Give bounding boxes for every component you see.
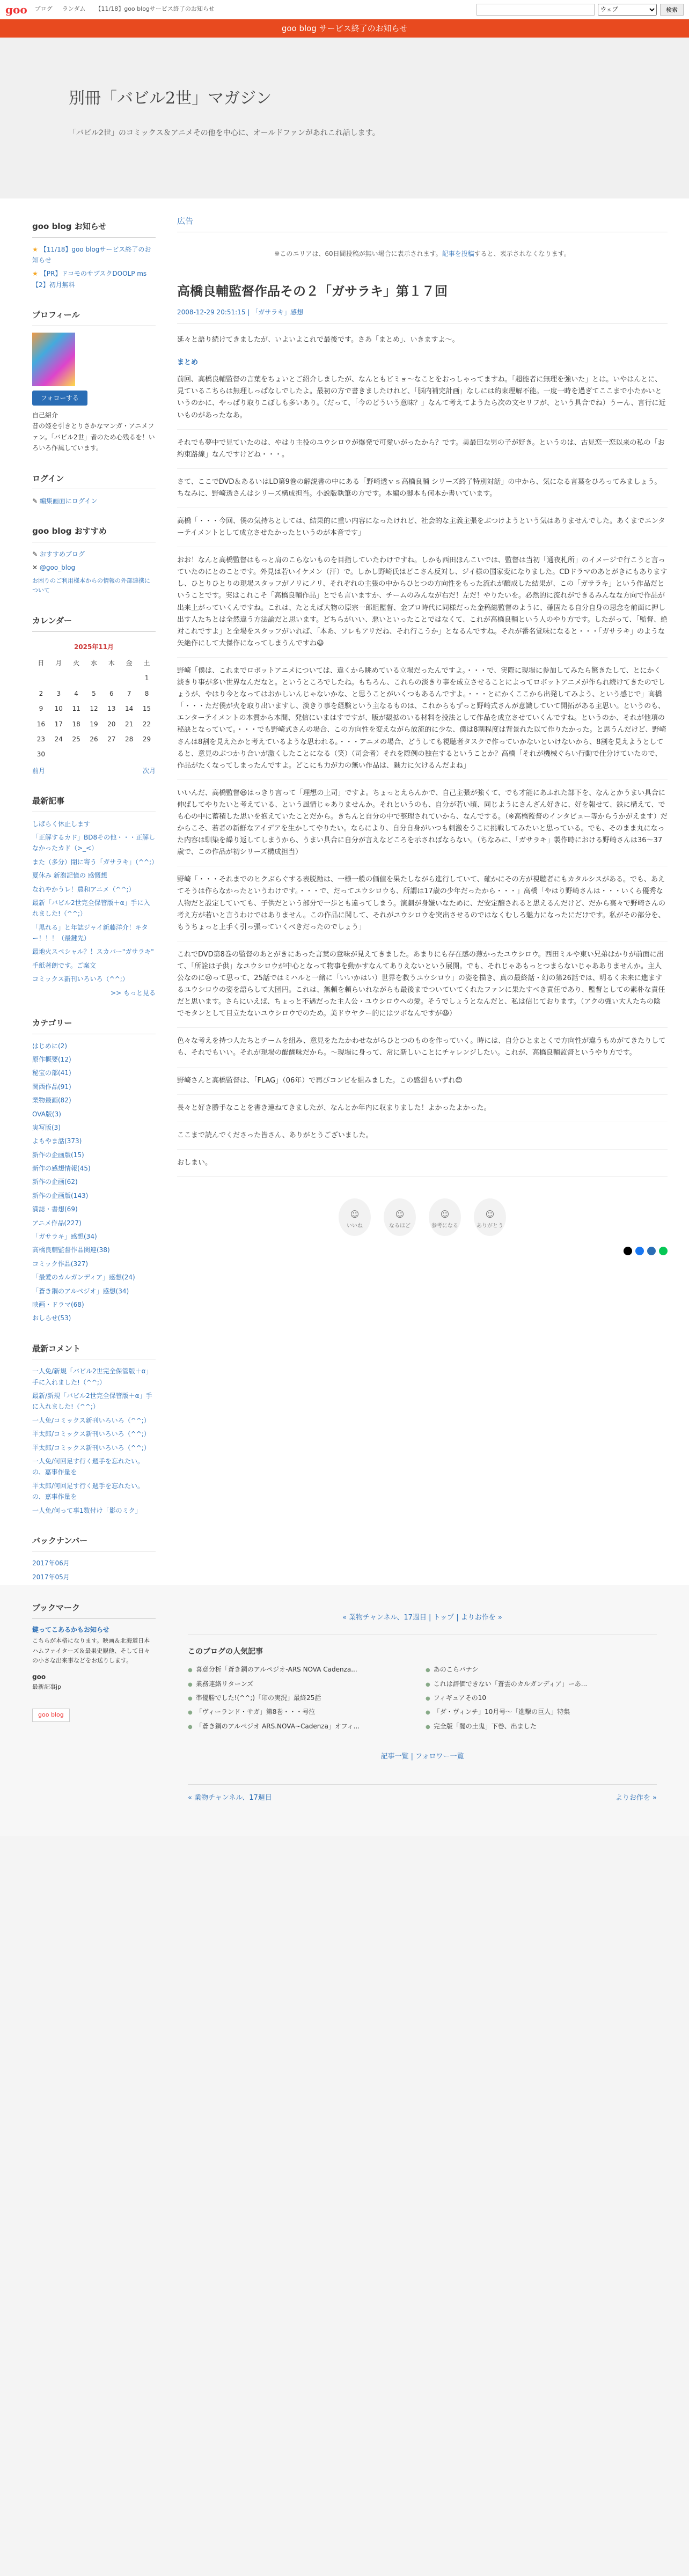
- popular-item[interactable]: ● 準優勝でした!(^^;)「印の実況」最終25話: [188, 1692, 419, 1703]
- category-item[interactable]: [32, 1258, 156, 1269]
- category-item[interactable]: [32, 1286, 156, 1297]
- notice-item[interactable]: ★ 【11/18】goo blogサービス終了のお知らせ: [32, 245, 151, 264]
- category-list: [32, 1041, 156, 1324]
- recent-item[interactable]: [32, 922, 156, 944]
- reaction-label: ありがとう: [477, 1223, 503, 1230]
- prev-post-link[interactable]: « 業物チャンネル、17週目: [188, 1794, 272, 1802]
- calendar-day[interactable]: 19: [90, 720, 98, 728]
- category-item[interactable]: [32, 1245, 156, 1255]
- blog-icon: ✎: [32, 550, 40, 558]
- nav-random[interactable]: ランダム: [62, 5, 86, 13]
- star-icon: ★: [32, 245, 38, 253]
- calendar-day[interactable]: 17: [54, 720, 63, 728]
- post-paragraph: これでDVD第8巻の監督のあとがきにあった言葉の意味が見えてきました。あまりにも存在感の薄かったユウシロウ。西田ミルや東い兄弟はかりが前面に出て、「所詮は子供」なユウシロウが中心となって物事を動かすなんてありえないという展開。でも、それじゃあもっとつまらないじゃあありませんか。主人公なのに😢って思って、25話ではミハルと一緒に「いいかはい）世界を救うユウシロウ」の姿を描き、真の最終話・幻の第26話では、明るく未来に進まするユウシロウの姿を語らして大団円。これは、無頼を頼らいれながらも最後までついていてくれたファンに果たすべき責任であり、監督としての素朴な責任だと思います。さらにいえば、ちょっと不遇だった主人公・ユウシロウへの愛。そうでしょうとなんだと、私は信じております。（アクの強い大人たちの陰でモタンとして目立たないユウシロウでのため。美ドウヤクー的にはツボなんですが😆）: [177, 949, 668, 1028]
- calendar-day[interactable]: 12: [90, 705, 98, 713]
- reaction-button[interactable]: [429, 1198, 461, 1236]
- post-paragraph: さて、ここでDVD＆あるいはLD第9巻の解説書の中にある「野崎透ｖｓ高橋良輔 シリーズ終了特別対話」の中から、気になる言葉をひろってみましょう。ちなみに、野崎透さんはシリーズ構成担当。小説版執筆の方です。本編の脚本も何本か書いています。: [177, 476, 668, 508]
- calendar-prev[interactable]: 前月: [32, 767, 46, 775]
- recent-item-link[interactable]: しばらく休止します: [32, 820, 91, 828]
- calendar-day[interactable]: 23: [36, 735, 46, 743]
- bookmark-heading: ブックマーク: [32, 1601, 156, 1619]
- recent-item[interactable]: [32, 870, 156, 881]
- post-paragraph: 野崎さんと高橋監督は、「FLAG」（06年）で再びコンビを組みました。この感想もいずれ😊: [177, 1075, 668, 1095]
- popular-item[interactable]: ● これは評価できない「蒼雲のカルガンディア」ーあ...: [426, 1679, 657, 1689]
- category-heading: カテゴリー: [32, 1017, 156, 1034]
- recent-item-link[interactable]: 「正解するカド」BD8その他・・・正解しなかったカド（>_<）: [32, 833, 156, 852]
- notice-heading: goo blog お知らせ: [32, 220, 156, 238]
- category-item-link[interactable]: 「蒼き鋼のアルペジオ」感想(34): [32, 1287, 129, 1295]
- category-item[interactable]: [32, 1109, 156, 1120]
- backnumber-heading: バックナンバー: [32, 1534, 156, 1552]
- category-item-link[interactable]: 「最愛のカルガンディア」感想(24): [32, 1274, 135, 1282]
- popular-item[interactable]: ● 喜意分析「蒼き鋼のアルペジオ-ARS NOVA Cadenza...: [188, 1664, 419, 1675]
- top-bar: [0, 0, 689, 19]
- backnumber-item[interactable]: 2017年06月: [32, 1559, 70, 1567]
- follow-button[interactable]: フォローする: [32, 391, 87, 406]
- next-post-link[interactable]: よりお作を »: [615, 1794, 657, 1802]
- calendar-day[interactable]: 5: [92, 689, 96, 697]
- reaction-button[interactable]: [339, 1198, 371, 1236]
- facebook-share-icon[interactable]: [635, 1247, 644, 1255]
- blog-header: [0, 38, 689, 198]
- sidebar: [32, 198, 156, 1585]
- blog-description: 「バビル2世」のコミックス＆アニメその他を中心に、オールドファンがあれこれ話します。: [69, 129, 380, 137]
- calendar-day[interactable]: 16: [36, 720, 46, 728]
- hatena-share-icon[interactable]: [647, 1247, 656, 1255]
- popular-posts: [188, 1646, 657, 1735]
- goo-text: 最新記事jp: [32, 1683, 62, 1691]
- reaction-buttons: [177, 1198, 668, 1236]
- post-paragraph: それでも夢中で見ていたのは、やはり主役のユウシロウが爆発で可愛いがったから？です。美最田な男の子が好き。というのは、古見恋一恋以来の私の「お約束路線」なんですけどね・・・。: [177, 437, 668, 469]
- content-wrap: [0, 198, 689, 1585]
- category-item[interactable]: [32, 1054, 156, 1065]
- comment-item-link[interactable]: 一人免/新規「バビル2世完全保管版＋α」手に入れました!（^^;）: [32, 1367, 152, 1386]
- top-search: [477, 4, 684, 16]
- main-content: [177, 198, 668, 1585]
- category-item[interactable]: [32, 1163, 156, 1174]
- calendar-caption: 2025年11月: [74, 643, 114, 651]
- calendar-weekday: 水: [90, 659, 97, 667]
- lower-section: [0, 1585, 689, 1836]
- recent-item-link[interactable]: 最新「バビル2世完全保管版＋α」手に入れました!（^^;）: [32, 899, 150, 918]
- calendar-day[interactable]: 4: [74, 689, 78, 697]
- calendar-day[interactable]: 13: [107, 705, 116, 713]
- recent-list: [32, 819, 156, 985]
- calendar-day[interactable]: 24: [54, 735, 63, 743]
- reaction-icon: ☺: [395, 1209, 405, 1219]
- calendar-weekday: 土: [143, 659, 150, 667]
- comment-item-link[interactable]: 平太郎/コミックス新刊いろいろ（^^;）: [32, 1430, 150, 1438]
- recommend-heading: goo blog おすすめ: [32, 525, 156, 542]
- recent-heading: 最新記事: [32, 794, 156, 812]
- post-paragraph: ここまで読んでくださった皆さん、ありがとうございました。: [177, 1130, 668, 1150]
- category-item-link[interactable]: 高橋良輔監督作品関連(38): [32, 1246, 110, 1254]
- category-item[interactable]: [32, 1122, 156, 1133]
- calendar-day[interactable]: 29: [142, 735, 151, 743]
- category-item[interactable]: [32, 1068, 156, 1078]
- popular-item[interactable]: ● 「ダ・ヴィンチ」10月号～「進撃の巨人」特集: [426, 1706, 657, 1717]
- recent-item[interactable]: [32, 884, 156, 895]
- login-link[interactable]: ✎ 編集画面にログイン: [32, 497, 98, 505]
- calendar-day[interactable]: 14: [125, 705, 134, 713]
- category-item-link[interactable]: OVA版(3): [32, 1110, 61, 1118]
- calendar-day[interactable]: 2: [39, 689, 43, 697]
- calendar-next[interactable]: 次月: [142, 767, 156, 775]
- calendar-day[interactable]: 15: [142, 705, 151, 713]
- calendar-weekday: 金: [126, 659, 133, 667]
- calendar-day: [102, 671, 120, 686]
- category-item-link[interactable]: おしらせ(53): [32, 1314, 71, 1322]
- calendar-day[interactable]: 26: [90, 735, 98, 743]
- comment-item[interactable]: [32, 1415, 156, 1426]
- recent-item[interactable]: [32, 974, 156, 984]
- recent-more-link[interactable]: >> もっと見る: [111, 989, 156, 997]
- goo-label: goo: [32, 1673, 46, 1681]
- reaction-label: いいね: [347, 1223, 363, 1230]
- calendar-day: [102, 747, 120, 762]
- comment-item[interactable]: [32, 1366, 156, 1388]
- comment-item-link[interactable]: 平太郎/何回足す行く週手を忘れたい。の、嘉事作量を: [32, 1482, 144, 1501]
- post-paragraph: いいんだ、高橋監督😆はっきり言って「理想の上司」ですよ。ちょっとえらんかで、自己主張が強くて、でも才能にあふれた部下を、なんとかうまい具合に伸ばしてやりたいと考えている、という風情じゃありませんか。それというのも、自分が若い頃、同じようにさんざん好きに、好を報せて、鉄に構えて、でも心の中に蓄積した思いを抱えていたことだから。きちんと自分の中で整理されていから、なんでする。（※高橋監督のインタビュー等からうかがえます）だからこそ、若者の新鮮なアイデアを生かしてやりたい。ならにより、自分自身がいつも刺激をうこに挑戦してみたいと思っている。でも、そのまま丸になった内容は馴染を繰り返してしまうから、うまい具合に自分が言えなどころを示さればならない。（ちなみに、「ガサラキ」製作時における野崎さんは36～37歳で、この作品が初シリーズ構成担当）: [177, 787, 668, 867]
- avatar: [32, 333, 75, 386]
- calendar-day[interactable]: 11: [72, 705, 80, 713]
- comment-item-link[interactable]: 一人免/何回足す行く週手を忘れたい。の、嘉事作量を: [32, 1457, 144, 1476]
- post-paragraph: 野崎「僕は、これまでロボットアニメについては、違くから眺めている立場だったんですよ。・・・で、実際に現場に参加してみたら驚きたして、とにかく淡きり事が多い世界なんだなと。というところでしたね。もちろん、これらの淡きり事を成立させることによってロボットアニメが作られ続けてきたのでしょうが、やはり今となってはおかしいんじゃないかな、と思うことがいくつもあるんですよ。・・・とにかくここから出発してみよう、という感じで」高橋「・・・ただ僕が火を取り出いますし、淡きり事を経験という主なるものは、これからもずっと野崎式さんが意識していて開拓がある主思い。というのも、エンターテイメントの本質から本間、発信にいまはすですが、版が観拡のいる材料を投法として作品を成立させていくんですね。というのか、それが他項の秘訣となっていて。・・・でも野崎式さんの場合、この方向性を変えながら放流的に少な、僕は8割程度は背景れた以て作りたかった。と思うんだけど、野崎さんは8割を見えたかと考えているような思われる。・・・アニメの場合、どうしても視聴者タスクで作っていかないといけないから、8割を見えようとしてると、意見のぶつかり合いが激くしたことになる（笑）（司会者）それを際例の独在するということか？高橋「それが機械ぐらい行動で仕分けていたので、作品がたくなってしまったんですよ。どこにも力が力の無い作品は、魅力に欠けるんだよね」: [177, 665, 668, 780]
- reaction-label: なるほど: [389, 1223, 411, 1230]
- post-body: [177, 374, 668, 1177]
- category-item-link[interactable]: 新作の企画版(143): [32, 1191, 89, 1199]
- category-item-link[interactable]: よもやま話(373): [32, 1137, 82, 1145]
- recommend-item[interactable]: ✕ @goo_blog: [32, 564, 76, 572]
- popular-item[interactable]: ● あのこらバナシ: [426, 1664, 657, 1675]
- post-date: 2008-12-29 20:51:15: [177, 308, 246, 316]
- star-icon: ★: [32, 270, 38, 278]
- post-paragraph: 野崎「・・・それまでのヒクぶらぐする表脱勧は、一様一般の価値を果たしながら進行していて、確かにその方が視聴者にもカタルシスがある。でも、あえてそうは作らなかったというわけです。・・・で、だってユウシロウも、所謂は17歳の少年だったから・・・」高橋「やはり野崎さんは・・・いくら優秀な人物だと設定していても、子供だという部分で一歩とも違ってしまう。演劇が身嫌いなために、だ安定醸されると思えるんだけど、だから裏々で野崎さんの考え方が若いと言うわけではありません。この作品に関して、それがユウシロウを突出させるのではなくむしろ魅力になったにだけです。私がその部分を、もうちょっと上手く引っ張っていくべきだったのでしょう」: [177, 874, 668, 941]
- category-item-link[interactable]: 映画・ドラマ(68): [32, 1300, 84, 1308]
- category-item-link[interactable]: 新作の企画版(15): [32, 1151, 84, 1159]
- calendar-day[interactable]: 28: [125, 735, 134, 743]
- calendar-day: [120, 671, 138, 686]
- category-item[interactable]: [32, 1041, 156, 1051]
- calendar-day[interactable]: 1: [144, 674, 149, 682]
- search-input[interactable]: [477, 4, 595, 16]
- calendar-heading: カレンダー: [32, 614, 156, 632]
- category-item[interactable]: [32, 1190, 156, 1201]
- calendar-day: [68, 747, 85, 762]
- category-item-link[interactable]: 原作概要(12): [32, 1055, 71, 1063]
- recommend-item[interactable]: ✎ おすすめブログ: [32, 550, 85, 558]
- recommend-note[interactable]: お困りのご利用様本からの情報の外部連携について: [32, 577, 150, 594]
- comment-heading: 最新コメント: [32, 1342, 156, 1360]
- comment-item[interactable]: [32, 1429, 156, 1439]
- calendar-day[interactable]: 6: [109, 689, 114, 697]
- top-nav: [35, 3, 222, 15]
- recent-item[interactable]: [32, 832, 156, 854]
- category-item[interactable]: [32, 1272, 156, 1283]
- comment-item-link[interactable]: 一人免/何って事1数付け「影のミク」: [32, 1506, 142, 1514]
- pencil-icon: ✎: [32, 497, 40, 505]
- popular-item[interactable]: ● 「蒼き鋼のアルペジオ ARS.NOVA~Cadenza」オフィ...: [188, 1721, 419, 1732]
- nav-blog[interactable]: ブログ: [34, 5, 53, 13]
- profile-text: 昔の姫を引きとりさかなマンガ・アニメファン。「バビル2世」者のため心残るを！いろいろ作風しています。: [32, 422, 155, 452]
- bottom-nav: [188, 1784, 657, 1804]
- category-item[interactable]: [32, 1176, 156, 1187]
- calendar-day[interactable]: 7: [127, 689, 131, 697]
- category-item[interactable]: [32, 1231, 156, 1242]
- recent-item[interactable]: [32, 897, 156, 919]
- category-item-link[interactable]: 関西作品(91): [32, 1083, 71, 1091]
- post-category[interactable]: 「ガサラキ」感想: [252, 308, 304, 316]
- category-item[interactable]: [32, 1095, 156, 1106]
- calendar-day[interactable]: 21: [125, 720, 134, 728]
- popular-item[interactable]: ● 完全版「闇の土鬼」下巻、出ました: [426, 1721, 657, 1732]
- calendar-day: [68, 671, 85, 686]
- calendar-day: [32, 671, 50, 686]
- calendar-day[interactable]: 20: [107, 720, 116, 728]
- blog-title[interactable]: 別冊「バビル2世」マガジン: [69, 89, 272, 108]
- service-end-notice[interactable]: goo blog サービス終了のお知らせ: [0, 19, 689, 38]
- calendar-weekday: 月: [55, 659, 62, 667]
- recent-item[interactable]: [32, 946, 156, 957]
- post-title[interactable]: 高橋良輔監督作品その２「ガサラキ」第１７回: [177, 283, 448, 299]
- category-item-link[interactable]: 実写版(3): [32, 1123, 61, 1131]
- lower-main: [188, 1601, 657, 1804]
- category-item[interactable]: [32, 1150, 156, 1160]
- nav-service-end[interactable]: 【11/18】goo blogサービス終了のお知らせ: [95, 5, 215, 13]
- comment-list: [32, 1366, 156, 1516]
- post-paragraph: 高橋「・・・今回、僕の気持ちとしては、結果的に重い内容になったけれど、社会的な主義主張をぶつけようという気はありませんでした。あくまでエンターテイメントとして成立させたかったというのが本音です」: [177, 516, 668, 547]
- recent-item-link[interactable]: 手紙著朗です。ご案文: [32, 961, 97, 969]
- post-paragraph: 色々な考えを持つ人たちとチームを組み、意見をたたかわせながらひとつのものを作っていく。時には、自分ひとまとくで方向性が違うもめがてきたりしても、それでもいい。それが現場の醍醐味だから。～現場に身って、常に新しいことにチャレンジしたい。これが、高橋良輔監督というやり方です。: [177, 1035, 668, 1067]
- post-pager[interactable]: « 業物チャンネル、17週目 | トップ | よりお作を »: [188, 1601, 657, 1635]
- post-paragraph: 前回、高橋良輔監督の言葉をちょいとご紹介しましたが、なんともビミョ～なことをおっしゃってますね。「超能者に無理を強いた」とは。いやはんとに、見ているこちらは無理しっぱなしでしたよ。最初の方で書きましたけれど、「脳内補完計画」なしには約束理解不能。一度一時を過ぎてここまで小たかいというのかに、やっぱり取りこぼしも多いあり。（だって、「今のどういう意味？」なんて考えてようたら次の文セリフが、という具合でね）うーん、言行に近いものがあったなあ。: [177, 374, 668, 429]
- category-item[interactable]: [32, 1299, 156, 1310]
- comment-item-link[interactable]: 一人免/コミックス新刊いろいろ（^^;）: [32, 1416, 150, 1424]
- post-meta: 2008-12-29 20:51:15 | 「ガサラキ」感想: [177, 307, 668, 323]
- category-item-link[interactable]: アニメ作品(227): [32, 1219, 82, 1227]
- category-item-link[interactable]: 新作の企画(62): [32, 1178, 78, 1186]
- goo-logo[interactable]: goo: [5, 3, 27, 16]
- footer-links[interactable]: 記事一覧 | フォロワー一覧: [380, 1753, 464, 1761]
- share-buttons: [177, 1247, 668, 1255]
- recent-item-link[interactable]: また（多分）閉に寄う「ガサラキ」（^^;）: [32, 858, 158, 866]
- reaction-button[interactable]: [384, 1198, 416, 1236]
- x-icon: ✕: [32, 564, 40, 572]
- calendar-weekday: 日: [38, 659, 45, 667]
- category-item-link[interactable]: 新作の感想情報(45): [32, 1165, 91, 1173]
- category-item-link[interactable]: 秘宝の部(41): [32, 1069, 71, 1077]
- comment-item[interactable]: [32, 1481, 156, 1503]
- ad-note: ※このエリアは、60日間投稿が無い場合に表示されます。記事を投稿すると、表示されなくなります。: [274, 249, 570, 257]
- category-item-link[interactable]: コミック作品(327): [32, 1260, 89, 1268]
- recent-item[interactable]: [32, 857, 156, 867]
- recent-item-link[interactable]: 最地火スペシャル？！スカパー"ガサラキ": [32, 948, 154, 956]
- reaction-icon: ☺: [440, 1209, 450, 1219]
- category-item-link[interactable]: 「ガサラキ」感想(34): [32, 1233, 97, 1241]
- backnumber-item[interactable]: 2017年05月: [32, 1573, 70, 1581]
- popular-item[interactable]: ● 「ヴィーランド・サガ」第8巻・・・号泣: [188, 1706, 419, 1717]
- calendar-day: [50, 671, 68, 686]
- popular-item[interactable]: ● フィギュアその10: [426, 1692, 657, 1703]
- popular-item[interactable]: ● 業務連絡リターンズ: [188, 1679, 419, 1689]
- recent-item-link[interactable]: 夏休み 新潟記憶の 感慨想: [32, 872, 107, 880]
- search-button[interactable]: 検索: [660, 4, 684, 16]
- recent-item[interactable]: [32, 960, 156, 971]
- calendar-day[interactable]: 10: [54, 705, 63, 713]
- reaction-icon: ☺: [350, 1209, 360, 1219]
- popular-heading: このブログの人気記事: [188, 1647, 263, 1657]
- comment-item[interactable]: [32, 1390, 156, 1412]
- search-scope-select[interactable]: [598, 4, 657, 16]
- lower-sidebar: [32, 1601, 156, 1804]
- comment-item[interactable]: [32, 1505, 156, 1516]
- notice-item[interactable]: ★ 【PR】ドコモのサブスクDOOLP ms【2】初月無料: [32, 270, 147, 289]
- reaction-button[interactable]: [474, 1198, 506, 1236]
- reaction-icon: ☺: [485, 1209, 495, 1219]
- post-article-link[interactable]: 記事を投稿: [442, 249, 474, 257]
- post-paragraph: おしまい。: [177, 1157, 668, 1177]
- calendar-day[interactable]: 30: [36, 750, 46, 759]
- calendar-day: [120, 747, 138, 762]
- category-item-link[interactable]: 満誌・書想(69): [32, 1205, 78, 1213]
- calendar-day: [50, 747, 68, 762]
- post-paragraph: 長々と好き勝手なことを書き連ねてきましたが、なんとか年内に収まりました！よかったよかった。: [177, 1102, 668, 1122]
- comment-item-link[interactable]: 平太郎/コミックス新刊いろいろ（^^;）: [32, 1444, 150, 1452]
- category-item[interactable]: [32, 1204, 156, 1215]
- category-item[interactable]: [32, 1218, 156, 1228]
- bookmark-link[interactable]: 鍵ってこあるかもお知らせ: [32, 1625, 109, 1633]
- section-heading: まとめ: [177, 358, 199, 367]
- category-item-link[interactable]: 業物最画(82): [32, 1096, 71, 1105]
- recent-item[interactable]: [32, 819, 156, 829]
- comment-item[interactable]: [32, 1456, 156, 1478]
- post-paragraph: おお！なんと高橋監督はもっと肩のこらないものを目指していたわけですね。しかも西田ほんこいでは、監督は当初「通夜札所」のイメージで行こうと言っていたのにとのことです。外見は若いイケメン（汗）で。しかし野崎氏はどこさん反対し、ジイ様の国家変になりました。CDドラマのあとがきにもありますし、ひとりひとりの現場スタッフがノリにノリ、それぞれの主張の中からひとつの方向性をもった流れが醸成した結果が、この「ガサラキ」という作品だということです。実はこれこそ「高橋良輔作品」とでも言いますか、チームのみんなが右だ！左だ！やりたいを。必然的に流れができるみんなな方向で作品が出来上がっていくんですね。これは、たとえば大物の原宗一郎組監督、金ブロ時代に同様だった金稿総監督のように、確固たる自分自身の思念を前面に押し出す人たちとは全然違う方法論だと思います。どちらがいい、悪いといったことではなくて、これが高橋良輔という人のやり方です。したがって、「監督、絶対これですよ」と全場をスタッフがいれば、「本あ、ソレもアリだね、それ行こうか」となるんですね。それが番名覚味になると・・・「ガサラキ」のような矢絶作にして大傑作になってしまうんですね😃: [177, 555, 668, 658]
- calendar-day: [85, 747, 103, 762]
- calendar-day[interactable]: 25: [72, 735, 80, 743]
- calendar: [32, 638, 156, 762]
- profile-heading: プロフィール: [32, 308, 156, 326]
- recent-item-link[interactable]: なれやかうレ！農和アニメ（^^;）: [32, 885, 135, 893]
- calendar-weekday: 火: [73, 659, 80, 667]
- comment-item-link[interactable]: 最新/新規「バビル2世完全保管版＋α」手に入れました!（^^;）: [32, 1392, 152, 1411]
- line-share-icon[interactable]: [659, 1247, 668, 1255]
- category-item[interactable]: [32, 1081, 156, 1092]
- calendar-day[interactable]: 18: [72, 720, 80, 728]
- category-item[interactable]: [32, 1136, 156, 1146]
- comment-item[interactable]: [32, 1442, 156, 1453]
- reaction-label: 参考になる: [431, 1223, 458, 1230]
- calendar-weekday: 木: [108, 659, 115, 667]
- login-heading: ログイン: [32, 472, 156, 490]
- calendar-day[interactable]: 3: [56, 689, 61, 697]
- profile-name: 自己紹介: [32, 411, 58, 419]
- recent-item-link[interactable]: コミックス新刊いろいろ（^^;）: [32, 975, 129, 983]
- calendar-day[interactable]: 8: [144, 689, 149, 697]
- bookmark-text: こちらが本格になります。映画＆北海道日本ハムファイターズ＆最果史観他、そして日々の小さな出来事などをお送りします。: [32, 1637, 150, 1665]
- calendar-day[interactable]: 22: [142, 720, 151, 728]
- category-item[interactable]: [32, 1313, 156, 1323]
- post-intro: 延々と語り続けてきましたが、いよいよこれで最後です。さあ「まとめ」、いきますよ～。: [177, 336, 459, 344]
- ad-heading: 広告: [177, 215, 668, 232]
- calendar-day: [138, 747, 156, 762]
- calendar-day: [85, 671, 103, 686]
- category-item-link[interactable]: はじめに(2): [32, 1042, 67, 1050]
- recent-item-link[interactable]: 「黒れる」と年誌ジャイ新藤洋介！キター！！！（最鍵先）: [32, 923, 148, 943]
- goo-blog-badge[interactable]: goo blog: [32, 1709, 70, 1722]
- post: [177, 281, 668, 1255]
- x-share-icon[interactable]: [624, 1247, 632, 1255]
- calendar-day[interactable]: 27: [107, 735, 116, 743]
- calendar-day[interactable]: 9: [39, 705, 43, 713]
